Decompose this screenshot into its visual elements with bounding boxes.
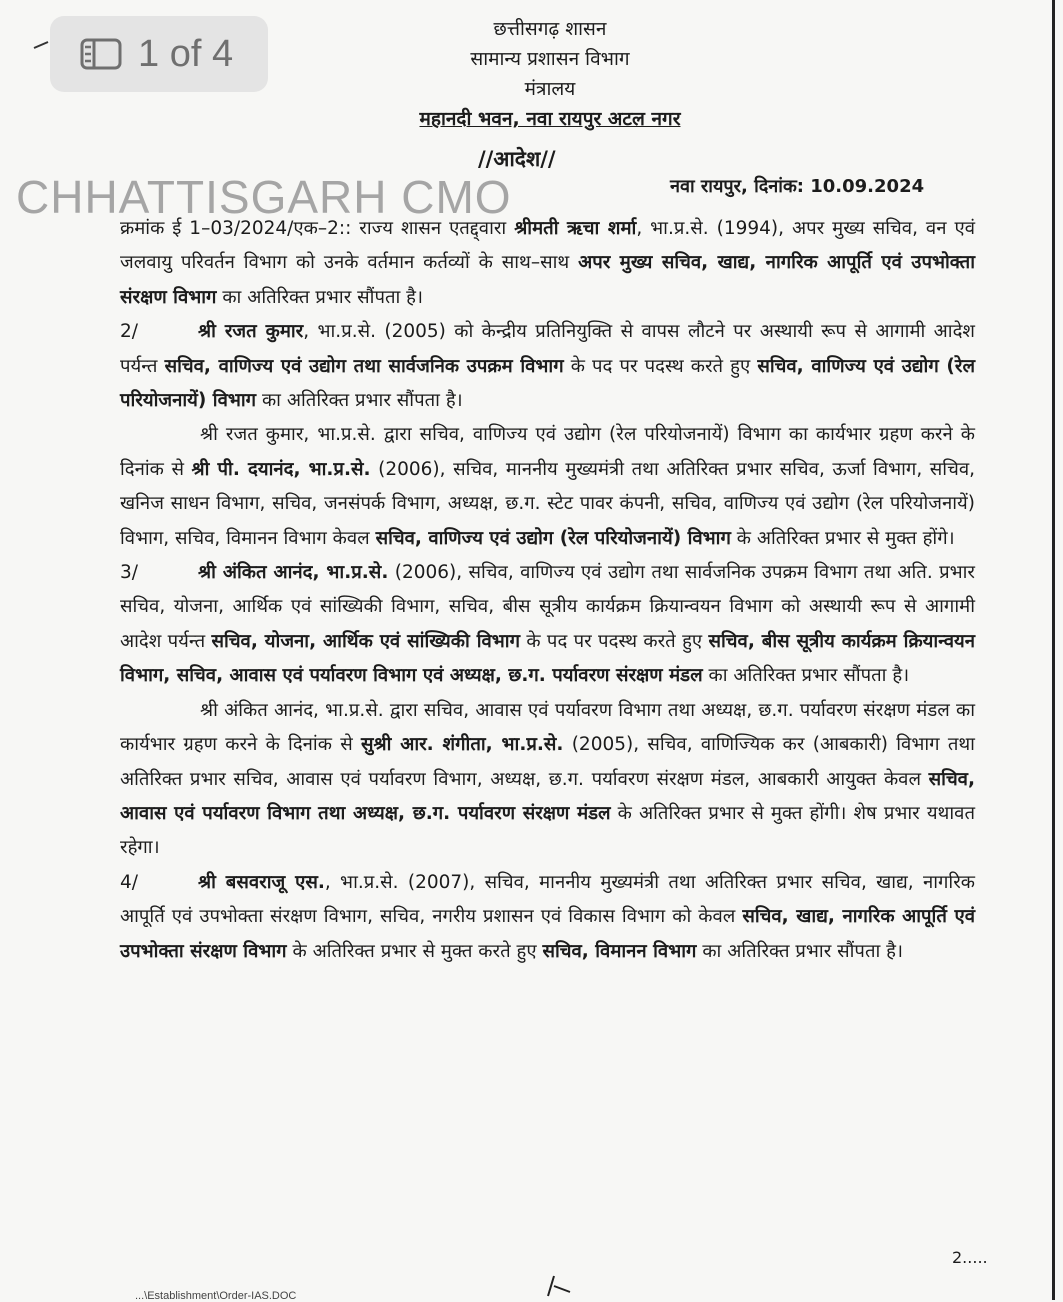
para4-text-e: सचिव, विमानन विभाग [542, 940, 697, 962]
para3b-text-e: के अतिरिक्त प्रभार से मुक्त होंगी। शेष प्रभार यथावत रहेगा। [120, 802, 975, 859]
document-header [300, 14, 800, 134]
paragraph-2 [120, 315, 975, 418]
page-list-icon [80, 38, 122, 70]
pen-mark-icon [33, 40, 49, 50]
header-government: छत्तीसगढ़ शासन [493, 18, 607, 40]
para1-text-b: श्रीमती ऋचा शर्मा [514, 218, 637, 239]
para1-text-a: क्रमांक ई 1–03/2024/एक–2:: राज्य शासन एतद्द्वारा [120, 218, 515, 239]
para2b-text-e: के अतिरिक्त प्रभार से मुक्त होंगे। [730, 527, 955, 549]
order-title: //आदेश// [478, 147, 556, 171]
paragraph-3 [120, 556, 975, 694]
header-ministry: मंत्रालय [524, 78, 576, 100]
para4-text-c: सचिव, खाद्य, नागरिक आपूर्ति एवं उपभोक्ता संरक्षण विभाग [120, 906, 975, 962]
para3b-text-a: श्री अंकित आनंद, भा.प्र.से. द्वारा सचिव, आवास एवं पर्यावरण विभाग तथा अध्यक्ष, छ.ग. पर्यावरण संरक्षण मंडल का कार्यभार ग्रहण करने के दिनांक से [120, 699, 975, 756]
para2-text-d: के पद पर पदस्थ करते हुए [563, 355, 758, 377]
paragraph-4 [120, 866, 975, 969]
para2-text-c: सचिव, वाणिज्य एवं उद्योग तथा सार्वजनिक उपक्रम विभाग [164, 355, 564, 377]
para2b-text-c: (2006), सचिव, माननीय मुख्यमंत्री तथा अतिरिक्त प्रभार सचिव, ऊर्जा विभाग, सचिव, खनिज साधन विभाग, सचिव, जनसंपर्क विभाग, अध्यक्ष, छ.ग. स्टेट पावर कंपनी, सचिव, वाणिज्य एवं उद्योग (रेल परियोजनायें) विभाग, सचिव, विमानन विभाग केवल [120, 458, 975, 549]
order-date: नवा रायपुर, दिनांक: 10.09.2024 [670, 176, 925, 197]
para2-text-a: श्री रजत कुमार [198, 321, 304, 343]
paragraph-3b [120, 694, 975, 866]
para2b-text-b: श्री पी. दयानंद, भा.प्र.से. [191, 458, 371, 480]
page-continuation: 2..... [952, 1248, 988, 1267]
para3-number: 3/ [120, 562, 139, 584]
para3b-text-c: (2005), सचिव, वाणिज्यिक कर (आबकारी) विभाग तथा अतिरिक्त प्रभार सचिव, आवास एवं पर्यावरण विभाग, अध्यक्ष, छ.ग. पर्यावरण संरक्षण मंडल, आबकारी आयुक्त केवल [120, 734, 975, 790]
para4-text-f: का अतिरिक्त प्रभार सौंपता है। [696, 940, 903, 962]
footer-file-path: ...\Establishment\Order-IAS.DOC [135, 1290, 297, 1302]
page-indicator[interactable] [50, 16, 268, 92]
para3b-text-b: सुश्री आर. शंगीता, भा.प्र.से. [360, 734, 564, 756]
para2-text-b: , भा.प्र.से. (2005) को केन्द्रीय प्रतिनियुक्ति से वापस लौटने पर अस्थायी रूप से आगामी आदेश पर्यन्त [120, 321, 975, 377]
para1-text-d: अपर मुख्य सचिव, खाद्य, नागरिक आपूर्ति एवं उपभोक्ता संरक्षण विभाग [120, 252, 975, 308]
para2b-text-a: श्री रजत कुमार, भा.प्र.से. द्वारा सचिव, वाणिज्य एवं उद्योग (रेल परियोजनायें) विभाग का कार्यभार ग्रहण करने के दिनांक से [120, 424, 975, 480]
para2-number: 2/ [120, 321, 139, 343]
para2b-text-d: सचिव, वाणिज्य एवं उद्योग (रेल परियोजनायें) विभाग [375, 527, 731, 549]
para4-number: 4/ [120, 871, 139, 893]
para3-text-e: सचिव, बीस सूत्रीय कार्यक्रम क्रियान्वयन विभाग, सचिव, आवास एवं पर्यावरण विभाग एवं अध्यक्ष, छ.ग. पर्यावरण संरक्षण मंडल [120, 630, 975, 687]
para4-text-b: , भा.प्र.से. (2007), सचिव, माननीय मुख्यमंत्री तथा अतिरिक्त प्रभार सचिव, खाद्य, नागरिक आपूर्ति एवं उपभोक्ता संरक्षण विभाग, सचिव, नगरीय प्रशासन एवं विकास विभाग को केवल [120, 871, 975, 928]
para2-text-e: सचिव, वाणिज्य एवं उद्योग (रेल परियोजनायें) विभाग [120, 355, 975, 412]
page-indicator-text: 1 of 4 [138, 32, 234, 75]
para3-text-a: श्री अंकित आनंद, भा.प्र.से. [198, 562, 389, 584]
para4-text-a: श्री बसवराजू एस. [198, 871, 325, 893]
para3-text-f: का अतिरिक्त प्रभार सौंपता है। [702, 665, 910, 687]
order-body [120, 212, 975, 969]
header-department: सामान्य प्रशासन विभाग [470, 48, 630, 70]
signature-stroke-icon [540, 1270, 590, 1300]
para3b-text-d: सचिव, आवास एवं पर्यावरण विभाग तथा अध्यक्ष, छ.ग. पर्यावरण संरक्षण मंडल [120, 768, 975, 824]
para1-text-c: , भा.प्र.से. (1994), अपर मुख्य सचिव, वन एवं जलवायु परिवर्तन विभाग को उनके वर्तमान कर्तव्यों के साथ–साथ [120, 218, 975, 274]
paragraph-2b [120, 418, 975, 556]
page-edge [1052, 0, 1055, 1300]
para3-text-c: सचिव, योजना, आर्थिक एवं सांख्यिकी विभाग [211, 630, 520, 652]
para1-text-e: का अतिरिक्त प्रभार सौंपता है। [216, 286, 424, 308]
para3-text-b: (2006), सचिव, वाणिज्य एवं उद्योग तथा सार्वजनिक उपक्रम विभाग तथा अति. प्रभार सचिव, योजना, आर्थिक एवं सांख्यिकी विभाग, सचिव, बीस सूत्रीय कार्यक्रम क्रियान्वयन विभाग को अस्थायी रूप से आगामी आदेश पर्यन्त [120, 562, 975, 652]
watermark: CHHATTISGARH CMO [16, 171, 512, 223]
para2-text-f: का अतिरिक्त प्रभार सौंपता है। [256, 390, 463, 412]
para4-text-d: के अतिरिक्त प्रभार से मुक्त करते हुए [286, 940, 543, 962]
para3-text-d: के पद पर पदस्थ करते हुए [520, 630, 709, 652]
header-address: महानदी भवन, नवा रायपुर अटल नगर [419, 108, 681, 130]
paragraph-1 [120, 212, 975, 315]
